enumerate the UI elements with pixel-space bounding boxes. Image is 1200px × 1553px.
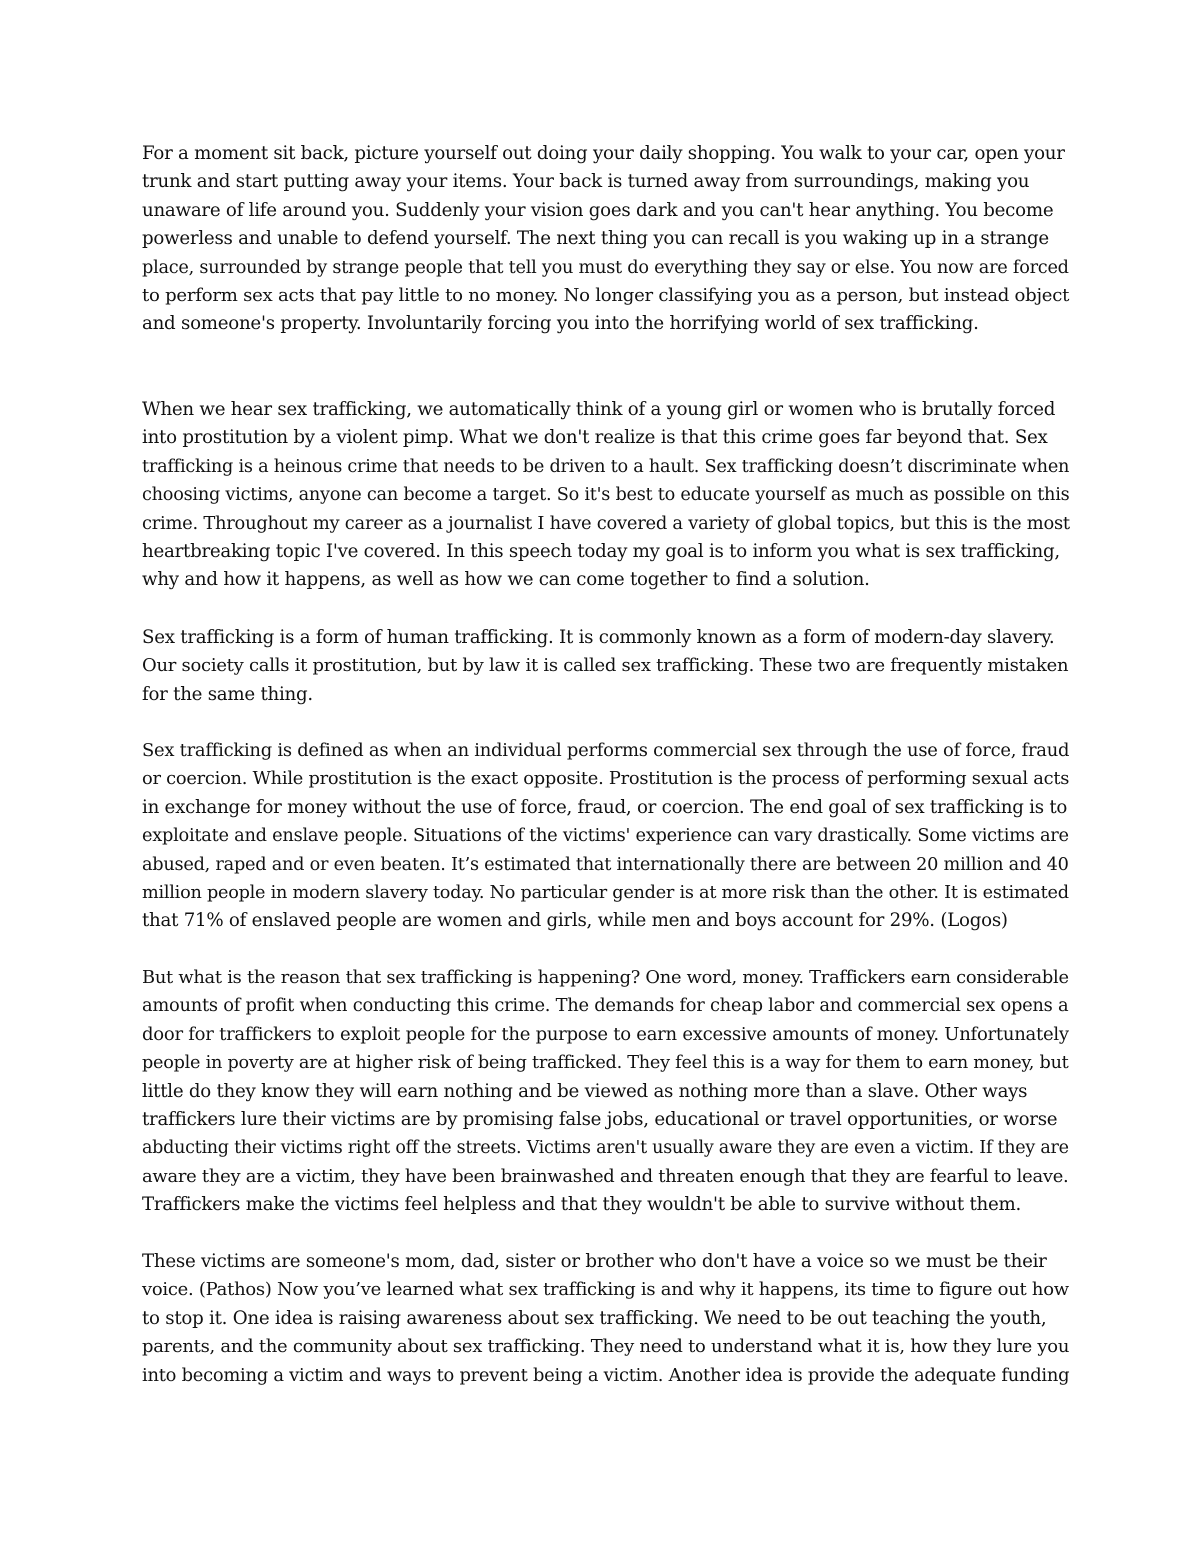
- text-line: million people in modern slavery today. No particular gender is at more risk than the other. It is estimated: [142, 882, 1069, 903]
- text-line: But what is the reason that sex trafficking is happening? One word, money. Traffickers earn considerable: [142, 967, 1069, 988]
- text-line: door for traffickers to exploit people for the purpose to earn excessive amounts of money. Unfortunately: [142, 1023, 1069, 1045]
- text-line: aware they are a victim, they have been brainwashed and threaten enough that they are fearful to leave.: [142, 1165, 1069, 1187]
- text-line: Traffickers make the victims feel helpless and that they wouldn't be able to survive without them.: [142, 1194, 1022, 1216]
- text-line: into becoming a victim and ways to prevent being a victim. Another idea is provide the adequate funding: [142, 1364, 1070, 1386]
- text-line: for the same thing.: [142, 683, 313, 705]
- text-line: to perform sex acts that pay little to no money. No longer classifying you as a person, but instead object: [142, 284, 1070, 306]
- text-line: and someone's property. Involuntarily forcing you into the horrifying world of sex trafficking.: [142, 313, 979, 335]
- paragraph-definition: [142, 624, 1072, 709]
- text-line: to stop it. One idea is raising awareness about sex trafficking. We need to be out teaching the youth,: [142, 1307, 1047, 1329]
- text-line: little do they know they will earn nothing and be viewed as nothing more than a slave. Other ways: [142, 1080, 1028, 1102]
- text-line: trunk and start putting away your items. Your back is turned away from surroundings, making you: [142, 171, 1030, 193]
- paragraph-comparison: [142, 737, 1072, 936]
- text-line: why and how it happens, as well as how we can come together to find a solution.: [142, 569, 870, 591]
- text-line: heartbreaking topic I've covered. In this speech today my goal is to inform you what is sex trafficking,: [142, 540, 1060, 562]
- paragraph-intro-scenario: [142, 140, 1072, 339]
- text-line: traffickers lure their victims are by promising false jobs, educational or travel opportunities, or worse: [142, 1108, 1058, 1130]
- paragraph-introduction: [142, 396, 1072, 623]
- text-line: into prostitution by a violent pimp. What we don't realize is that this crime goes far beyond that. Sex: [142, 427, 1048, 449]
- text-line: When we hear sex trafficking, we automatically think of a young girl or women who is brutally forced: [142, 399, 1056, 420]
- text-line: voice. (Pathos) Now you’ve learned what sex trafficking is and why it happens, its time to figure out how: [142, 1279, 1069, 1301]
- text-line: parents, and the community about sex trafficking. They need to understand what it is, how they lure you: [142, 1336, 1070, 1358]
- text-line: Our society calls it prostitution, but by law it is called sex trafficking. These two are frequently mistaken: [142, 655, 1069, 677]
- text-line: [142, 595, 1072, 623]
- text-line: powerless and unable to defend yourself. The next thing you can recall is you waking up in a strange: [142, 228, 1049, 250]
- text-line: Sex trafficking is defined as when an individual performs commercial sex through the use of force, fraud: [142, 740, 1070, 761]
- text-line: crime. Throughout my career as a journalist I have covered a variety of global topics, but this is the most: [142, 512, 1070, 534]
- text-line: people in poverty are at higher risk of being trafficked. They feel this is a way for them to earn money, but: [142, 1053, 1069, 1074]
- text-line: abducting their victims right off the streets. Victims aren't usually aware they are even a victim. If they are: [142, 1138, 1069, 1159]
- text-line: that 71% of enslaved people are women and girls, while men and boys account for 29%. (Logos): [142, 910, 1008, 932]
- text-line: trafficking is a heinous crime that needs to be driven to a hault. Sex trafficking doesn’t discriminate when: [142, 456, 1070, 477]
- text-line: These victims are someone's mom, dad, sister or brother who don't have a voice so we must be their: [142, 1251, 1047, 1272]
- text-line: abused, raped and or even beaten. It’s estimated that internationally there are between 20 million and 40: [142, 854, 1069, 875]
- text-line: exploitate and enslave people. Situations of the victims' experience can vary drastically. Some victims are: [142, 826, 1069, 847]
- paragraph-solutions: [142, 1248, 1072, 1390]
- paragraph-causes: [142, 964, 1072, 1220]
- text-line: For a moment sit back, picture yourself out doing your daily shopping. You walk to your car, open your: [142, 143, 1065, 164]
- text-line: in exchange for money without the use of force, fraud, or coercion. The end goal of sex trafficking is to: [142, 796, 1068, 818]
- text-line: or coercion. While prostitution is the exact opposite. Prostitution is the process of performing sexual acts: [142, 768, 1070, 790]
- text-line: amounts of profit when conducting this crime. The demands for cheap labor and commercial sex opens a: [142, 995, 1069, 1017]
- text-line: choosing victims, anyone can become a target. So it's best to educate yourself as much as possible on this: [142, 485, 1070, 506]
- text-line: place, surrounded by strange people that tell you must do everything they say or else. You now are forced: [142, 257, 1069, 278]
- text-line: Sex trafficking is a form of human trafficking. It is commonly known as a form of modern-day slavery.: [142, 627, 1055, 648]
- text-line: unaware of life around you. Suddenly your vision goes dark and you can't hear anything. You become: [142, 199, 1054, 221]
